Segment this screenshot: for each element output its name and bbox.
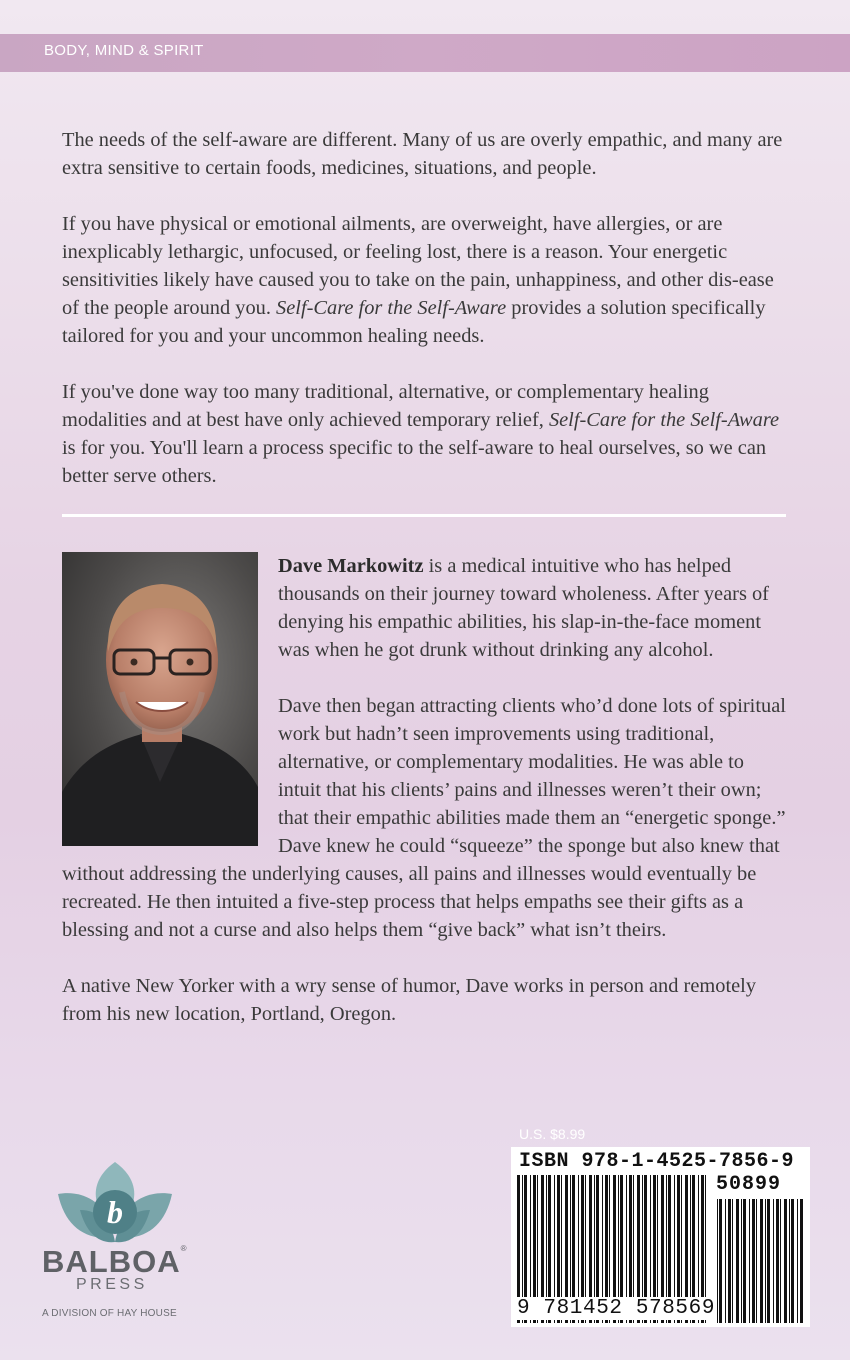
barcode-bar (741, 1199, 742, 1323)
description-paragraph-2: If you have physical or emotional ailments, are overweight, have allergies, or are inexplicably lethargic, unfocused, or feeling lost, there is a reason. Your energetic sensitivities likely have caused you to take on the pain, unhappiness, and other dis-ease of the people around you. Self-Care for the Self-Aware provides a solution specifically tailored for you and your uncommon healing needs. (62, 213, 774, 347)
barcode-bar (732, 1199, 733, 1323)
author-bio-paragraph-2: Dave then began attracting clients who’d done lots of spiritual work but hadn’t seen improvements using traditional, alternative, or complementary modalities. He was able to intuit that his clients’ pains and illnesses weren’t their own; that their empathic abilities made them an “energetic sponge.” Dave knew he could “squeeze” the sponge but also knew that without addressing the underlying causes, all pains and illnesses would eventually be recreated. He then intuited a five-step process that helps empaths see their gifts as a blessing and not a curse and also helps them “give back” what isn’t theirs. (62, 695, 786, 941)
author-section (62, 552, 786, 1056)
barcode-bar (743, 1199, 746, 1323)
barcode-bar (736, 1199, 739, 1323)
barcode-bar (791, 1199, 794, 1323)
book-description (62, 126, 792, 490)
category-banner (0, 34, 850, 72)
publisher-logo (40, 1160, 190, 1325)
author-bio-paragraph-3: A native New Yorker with a wry sense of humor, Dave works in person and remotely from his new location, Portland, Oregon. (62, 975, 757, 1025)
barcode-bar (725, 1199, 726, 1323)
barcode-bar (789, 1199, 790, 1323)
barcode-bar (717, 1199, 718, 1323)
barcode-bar (800, 1199, 803, 1323)
lotus-icon (40, 1160, 190, 1250)
barcode-bar (784, 1199, 787, 1323)
book-title-ref: Self-Care for the Self-Aware (548, 409, 780, 431)
barcode-bar (765, 1199, 766, 1323)
isbn-addon-number: 50899 (716, 1173, 782, 1196)
barcode-bar (780, 1199, 781, 1323)
barcode-bar (767, 1199, 770, 1323)
author-name: Dave Markowitz (278, 555, 424, 577)
barcode-bar (719, 1199, 722, 1323)
description-paragraph-1: The needs of the self-aware are different. Many of us are overly empathic, and many are extra sensitive to certain foods, medicines, situations, and people. (62, 129, 783, 179)
description-paragraph-3: If you've done way too many traditional, alternative, or complementary healing modalities and at best have only achieved temporary relief, Self-Care for the Self-Aware is for you. You'll learn a process specific to the self-aware to heal ourselves, so we can better serve others. (62, 381, 780, 487)
ean-digits: 9 781452 578569 (517, 1297, 716, 1320)
barcode-bar (776, 1199, 779, 1323)
barcode-bar (728, 1199, 731, 1323)
barcode-bar (773, 1199, 774, 1323)
isbn-number: ISBN 978-1-4525-7856-9 (519, 1150, 795, 1173)
isbn-barcode (511, 1147, 810, 1327)
author-bio-paragraph-1: Dave Markowitz is a medical intuitive who has helped thousands on their journey toward wholeness. After years of denying his empathic abilities, his slap-in-the-face moment was when he got drunk without drinking any alcohol. (278, 555, 769, 661)
barcode-bar (756, 1199, 757, 1323)
section-divider (62, 514, 786, 517)
book-title-ref: Self-Care for the Self-Aware (276, 297, 507, 319)
price-label: U.S. $8.99 (519, 1126, 586, 1142)
author-photo (62, 552, 258, 846)
barcode-bar (749, 1199, 750, 1323)
publisher-division: A DIVISION OF HAY HOUSE (42, 1308, 177, 1319)
barcode-bar (797, 1199, 798, 1323)
barcode-bar (752, 1199, 755, 1323)
publisher-name: BALBOA® (42, 1244, 188, 1279)
category-label: BODY, MIND & SPIRIT (44, 42, 204, 59)
logo-letter: b (107, 1194, 123, 1230)
publisher-press: PRESS (76, 1276, 148, 1293)
barcode-bar (760, 1199, 763, 1323)
author-portrait-illustration (62, 552, 258, 846)
